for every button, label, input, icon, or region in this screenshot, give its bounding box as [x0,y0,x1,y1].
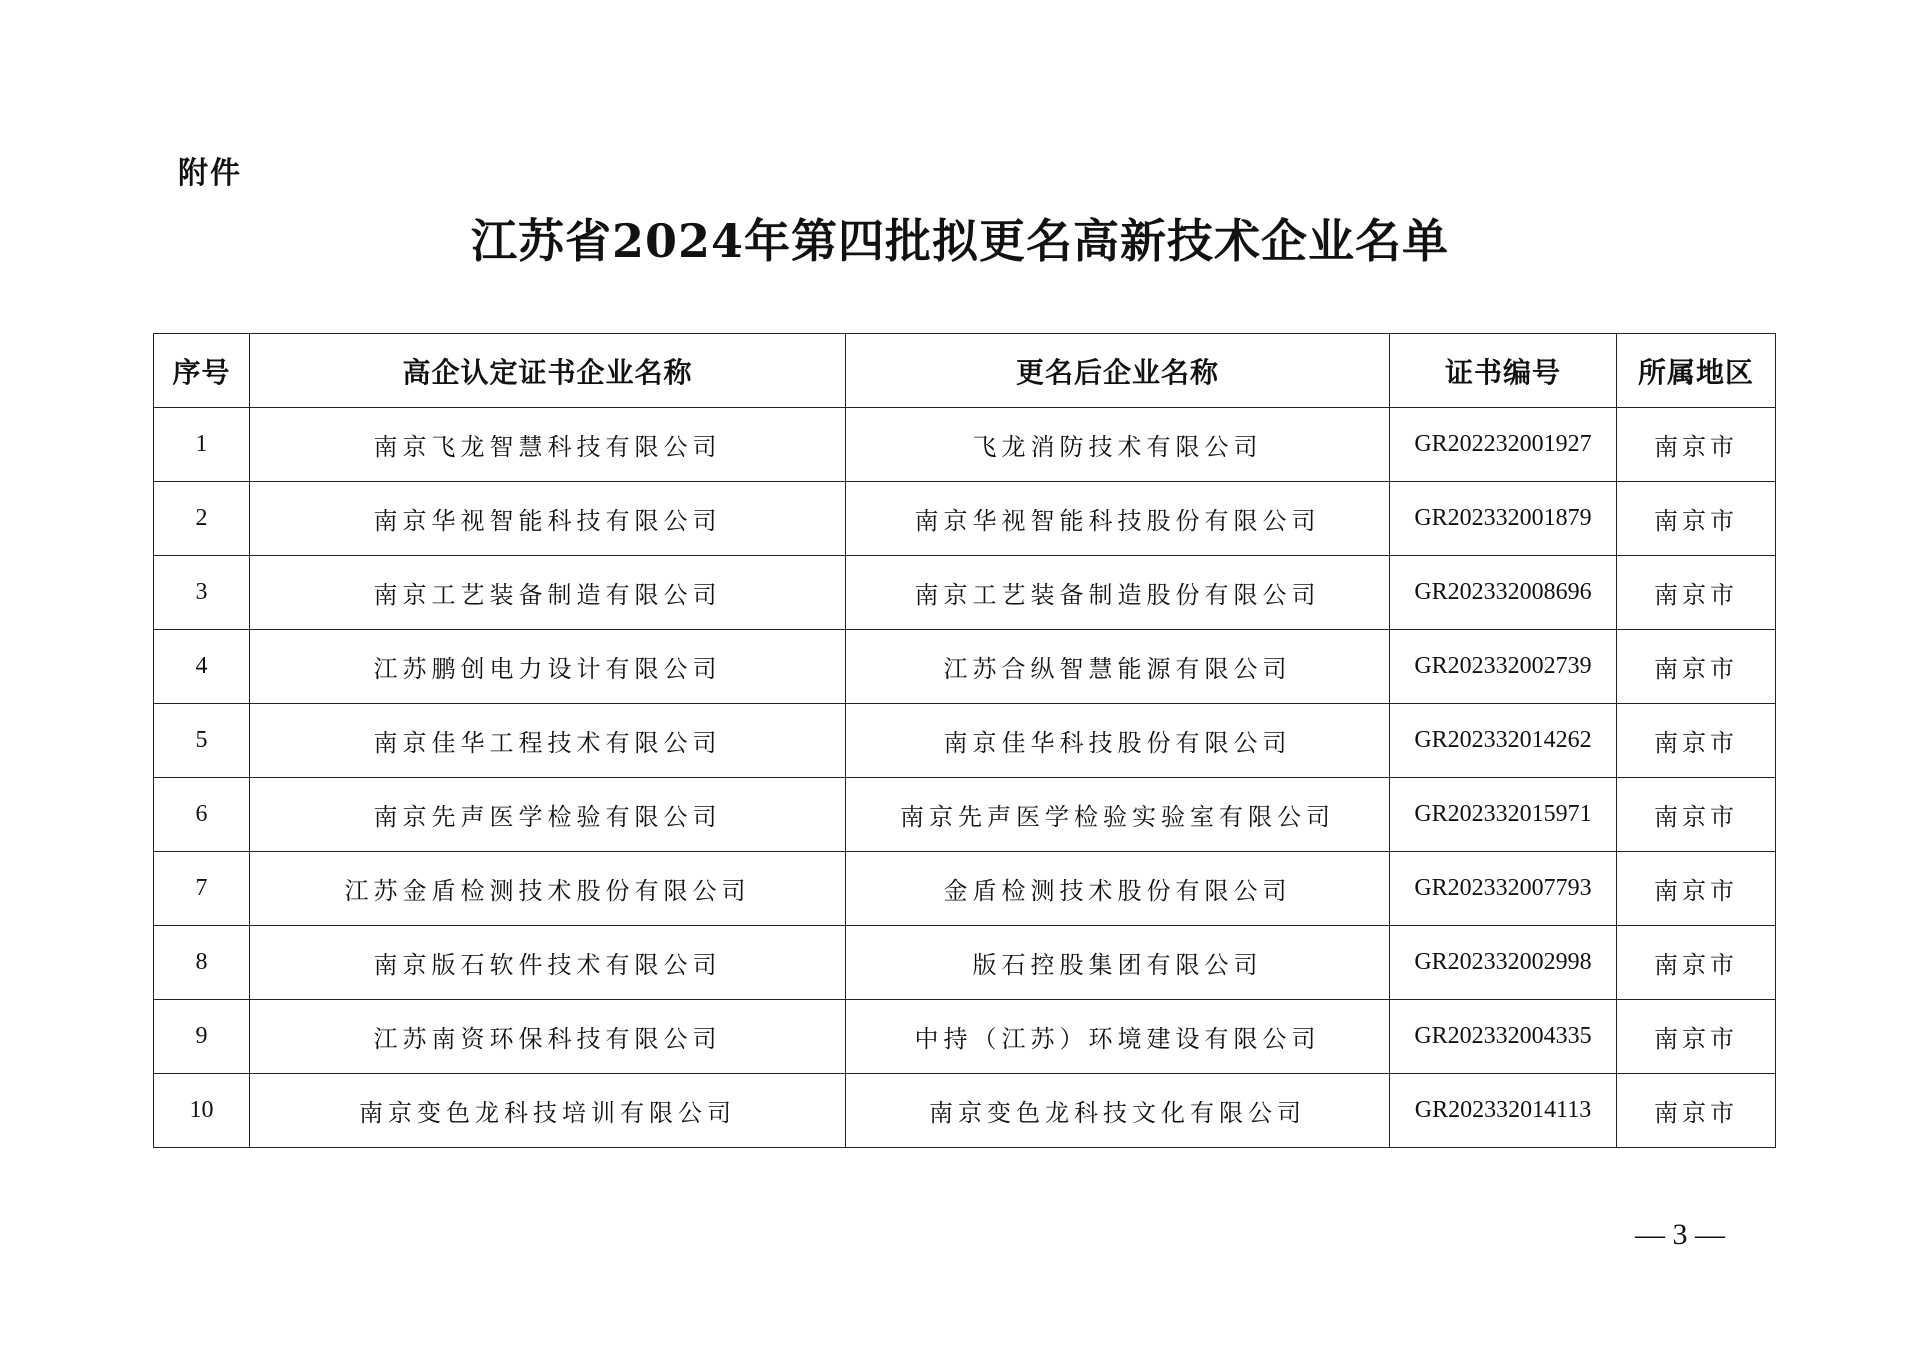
cell-serial-number: 9 [154,1000,250,1074]
cell-original-name: 江苏南资环保科技有限公司 [250,1000,846,1074]
cell-serial-number: 10 [154,1074,250,1148]
cell-original-name: 南京华视智能科技有限公司 [250,482,846,556]
cell-region: 南京市 [1617,556,1776,630]
cell-new-name: 版石控股集团有限公司 [846,926,1390,1000]
cell-certificate-number: GR202232001927 [1390,408,1617,482]
cell-new-name: 江苏合纵智慧能源有限公司 [846,630,1390,704]
cell-new-name: 南京华视智能科技股份有限公司 [846,482,1390,556]
table-row [154,852,1776,926]
table-row [154,1000,1776,1074]
table-row [154,778,1776,852]
cell-original-name: 南京版石软件技术有限公司 [250,926,846,1000]
cell-serial-number: 7 [154,852,250,926]
table-row [154,704,1776,778]
header-region: 所属地区 [1617,334,1776,408]
cell-certificate-number: GR202332008696 [1390,556,1617,630]
cell-region: 南京市 [1617,852,1776,926]
cell-serial-number: 8 [154,926,250,1000]
cell-new-name: 南京工艺装备制造股份有限公司 [846,556,1390,630]
page-number: — 3 — [1635,1218,1725,1251]
cell-original-name: 南京佳华工程技术有限公司 [250,704,846,778]
cell-serial-number: 3 [154,556,250,630]
cell-region: 南京市 [1617,778,1776,852]
company-rename-table [153,333,1776,1148]
cell-certificate-number: GR202332001879 [1390,482,1617,556]
cell-original-name: 南京工艺装备制造有限公司 [250,556,846,630]
cell-new-name: 南京变色龙科技文化有限公司 [846,1074,1390,1148]
cell-original-name: 南京变色龙科技培训有限公司 [250,1074,846,1148]
table-row [154,482,1776,556]
table-row [154,1074,1776,1148]
cell-region: 南京市 [1617,926,1776,1000]
cell-serial-number: 6 [154,778,250,852]
cell-new-name: 金盾检测技术股份有限公司 [846,852,1390,926]
cell-original-name: 江苏鹏创电力设计有限公司 [250,630,846,704]
table-row [154,630,1776,704]
table-row [154,408,1776,482]
cell-certificate-number: GR202332004335 [1390,1000,1617,1074]
cell-new-name: 飞龙消防技术有限公司 [846,408,1390,482]
header-certificate-number: 证书编号 [1390,334,1617,408]
attachment-label: 附件 [178,156,242,191]
cell-region: 南京市 [1617,1074,1776,1148]
document-title: 江苏省2024年第四批拟更名高新技术企业名单 [470,214,1450,268]
table-header [154,334,1776,408]
cell-region: 南京市 [1617,482,1776,556]
cell-region: 南京市 [1617,408,1776,482]
cell-serial-number: 5 [154,704,250,778]
cell-original-name: 江苏金盾检测技术股份有限公司 [250,852,846,926]
cell-certificate-number: GR202332002998 [1390,926,1617,1000]
table-row [154,556,1776,630]
header-new-name: 更名后企业名称 [846,334,1390,408]
cell-serial-number: 1 [154,408,250,482]
table-body [154,408,1776,1148]
cell-certificate-number: GR202332007793 [1390,852,1617,926]
cell-certificate-number: GR202332014262 [1390,704,1617,778]
header-row [154,334,1776,408]
cell-new-name: 中持（江苏）环境建设有限公司 [846,1000,1390,1074]
cell-region: 南京市 [1617,704,1776,778]
cell-certificate-number: GR202332015971 [1390,778,1617,852]
header-original-name: 高企认定证书企业名称 [250,334,846,408]
header-serial-number: 序号 [154,334,250,408]
cell-new-name: 南京先声医学检验实验室有限公司 [846,778,1390,852]
table-row [154,926,1776,1000]
cell-region: 南京市 [1617,630,1776,704]
cell-certificate-number: GR202332014113 [1390,1074,1617,1148]
cell-certificate-number: GR202332002739 [1390,630,1617,704]
cell-original-name: 南京先声医学检验有限公司 [250,778,846,852]
cell-original-name: 南京飞龙智慧科技有限公司 [250,408,846,482]
cell-region: 南京市 [1617,1000,1776,1074]
cell-serial-number: 2 [154,482,250,556]
cell-new-name: 南京佳华科技股份有限公司 [846,704,1390,778]
cell-serial-number: 4 [154,630,250,704]
